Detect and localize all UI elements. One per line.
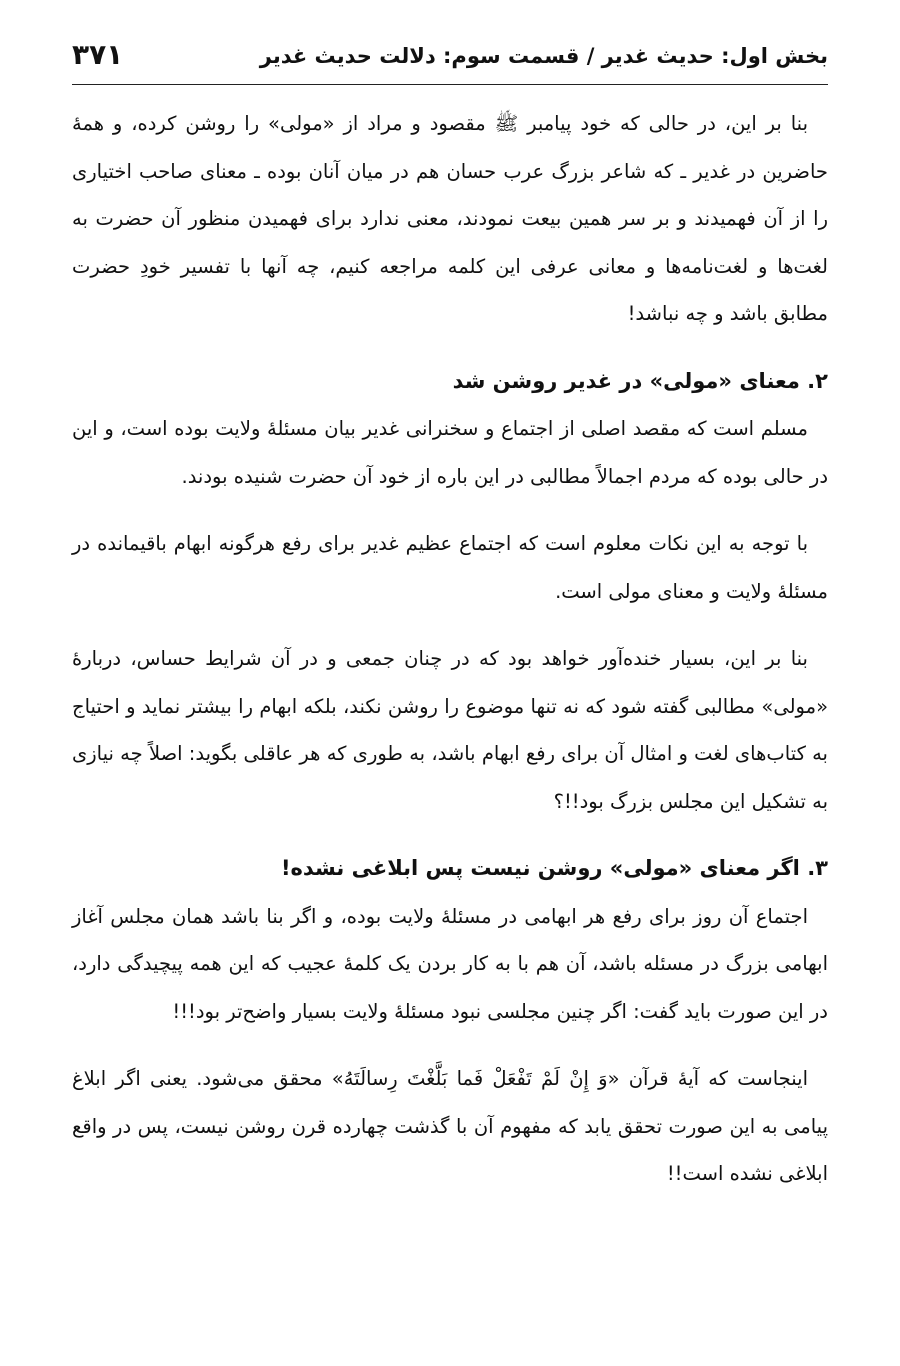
page-body bbox=[72, 100, 828, 1198]
section-heading: ۲. معنای «مولی» در غدیر روشن شد bbox=[452, 368, 828, 393]
paragraph-spacer bbox=[72, 1035, 828, 1055]
paragraph: مسلم است که مقصد اصلی از اجتماع و سخنرانی غدیر بیان مسئلهٔ ولایت بوده است، و این در حالی بوده که مردم اجمالاً مطالبی در این باره از خود آن حضرت شنیده بودند. bbox=[72, 417, 828, 488]
paragraph-spacer bbox=[72, 338, 828, 358]
paragraph-spacer bbox=[72, 825, 828, 845]
running-title: بخش اول: حدیث غدیر / قسمت سوم: دلالت حدیث غدیر bbox=[259, 44, 828, 68]
paragraph-spacer bbox=[72, 500, 828, 520]
paragraph: بنا بر این، بسیار خنده‌آور خواهد بود که در چنان جمعی و در آن شرایط حساس، دربارهٔ «مولی» مطالبی گفته شود که نه تنها موضوع را روشن نکند، بلکه ابهام را بیشتر نماید و احتیاج به کتاب‌های لغت و امثال آن برای رفع ابهام باشد، به طوری که هر عاقلی بگوید: اصلاً چه نیازی به تشکیل این مجلس بزرگ بود!!؟ bbox=[72, 647, 828, 813]
paragraph: اجتماع آن روز برای رفع هر ابهامی در مسئلهٔ ولایت بوده، و اگر بنا باشد همان مجلس آغاز ابهامی بزرگ در مسئله باشد، آن هم با به کار بردن یک کلمهٔ عجیب که این همه پیچیدگی دارد، در این صورت باید گفت: اگر چنین مجلسی نبود مسئلهٔ ولایت بسیار واضح‌تر بود!!! bbox=[72, 904, 828, 1023]
paragraph-spacer bbox=[72, 615, 828, 635]
paragraph: اینجاست که آیهٔ قرآن «وَ إِنْ لَمْ تَفْعَلْ فَما بَلَّغْتَ رِسالَتَهُ» محقق می‌شود. یعنی اگر ابلاغ پیامی به این صورت تحقق یابد که مفهوم آن با گذشت چهارده قرن روشن نیست، پس در واقع ابلاغی نشده است!! bbox=[72, 1067, 828, 1185]
paragraph: بنا بر این، در حالی که خود پیامبر ﷺ مقصود و مراد از «مولی» را روشن کرده، و همهٔ حاضرین در غدیر ـ که شاعر بزرگ عرب حسان هم در میان آنان بوده ـ معنای صاحب اختیاری را از آن فهمیدند و بر سر همین بیعت نمودند، معنی ندارد برای فهمیدن منظور آن حضرت به لغت‌ها و لغت‌نامه‌ها و معانی عرفی این کلمه مراجعه کنیم، چه آنها با تفسیر خودِ حضرت مطابق باشد و چه نباشد! bbox=[72, 112, 828, 325]
section-heading: ۳. اگر معنای «مولی» روشن نیست پس ابلاغی نشده! bbox=[280, 856, 828, 880]
paragraph: با توجه به این نکات معلوم است که اجتماع عظیم غدیر برای رفع هرگونه ابهام باقیمانده در مسئلهٔ ولایت و معنای مولی است. bbox=[72, 532, 828, 603]
page-header bbox=[72, 34, 828, 85]
page-number: ۳۷۱ bbox=[72, 38, 124, 71]
